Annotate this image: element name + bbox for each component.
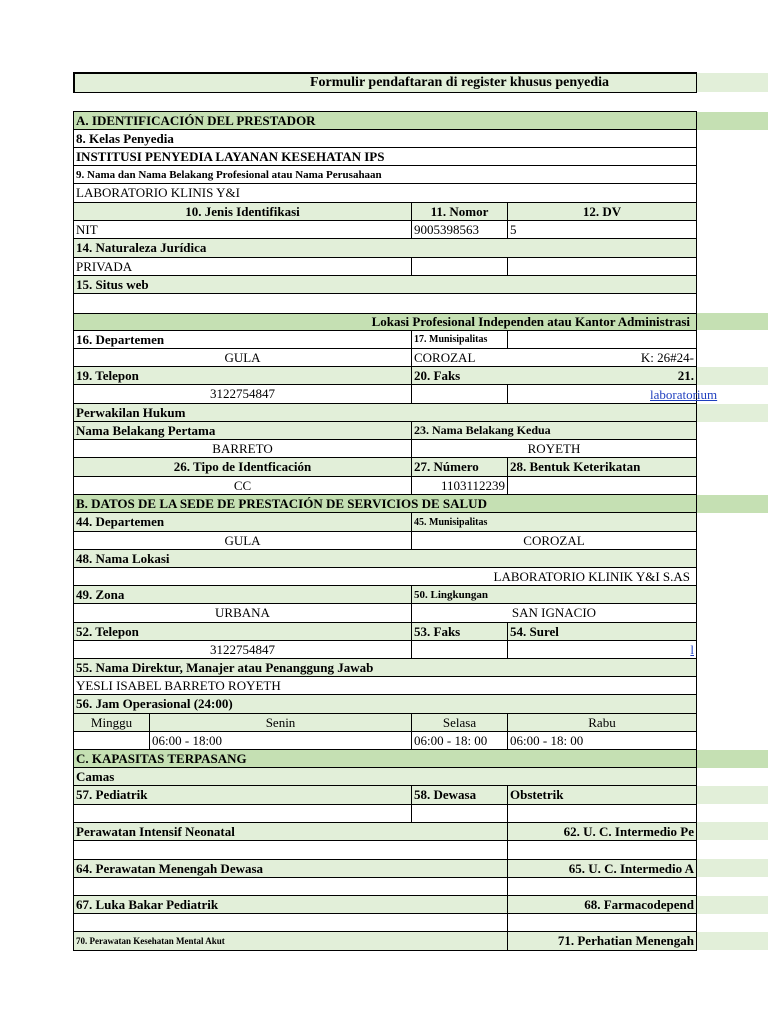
day-minggu: Minggu <box>90 714 133 730</box>
nama-value: LABORATORIO KLINIS Y&I <box>76 185 240 200</box>
telepon-value-row <box>73 385 697 404</box>
email-value[interactable]: laboratorium <box>650 387 718 402</box>
b-faks-label: 53. Faks <box>411 623 507 640</box>
edge-stripe <box>697 786 768 804</box>
numero-value: 1103112239 <box>411 477 507 494</box>
b-telepon-value-row <box>73 641 697 659</box>
perhatian-label: 71. Perhatian Menengah <box>507 932 696 950</box>
camas-value-row <box>73 805 697 823</box>
edge-stripe <box>697 822 768 840</box>
pediatrik-label: 57. Pediatrik <box>76 787 148 802</box>
form-title: Formulir pendaftaran di register khusus penyedia <box>309 75 610 90</box>
situs-value-row <box>73 294 697 313</box>
faks-value-empty <box>411 385 507 403</box>
luka-bakar-value-empty <box>74 914 507 931</box>
naturaleza-value-row <box>73 258 697 276</box>
edge-stripe <box>697 896 768 914</box>
dewasa-label: 58. Dewasa <box>411 786 507 804</box>
surel-label: 54. Surel <box>507 623 696 640</box>
direktur-value-row <box>73 677 697 695</box>
edge-stripe <box>697 404 768 422</box>
kelas-value: INSTITUSI PENYEDIA LAYANAN KESEHATAN IPS <box>76 148 385 164</box>
nama-belakang1-value: BARRETO <box>212 440 273 456</box>
zona-label-row <box>73 586 697 604</box>
neonatal-value-row <box>73 841 697 860</box>
tipo-id-value: CC <box>233 477 252 493</box>
direktur-label: 55. Nama Direktur, Manajer atau Penanggung Jawab <box>76 659 374 675</box>
b-telepon-value: 3122754847 <box>210 641 275 657</box>
edge-stripe <box>697 750 768 768</box>
b-munisipalitas-value: COROZAL <box>411 532 696 549</box>
kelas-label-row <box>73 130 697 148</box>
kelas-value-row <box>73 148 697 166</box>
dv-label: 12. DV <box>507 203 696 220</box>
intermedio-a-value-empty <box>507 878 696 895</box>
nama-belakang1-label: Nama Belakang Pertama <box>76 422 216 438</box>
neonatal-value-empty <box>74 841 507 859</box>
menengah-label-row <box>73 860 697 878</box>
nama-lokasi-value-row <box>73 568 697 586</box>
days-row <box>73 714 697 732</box>
lingkungan-value: SAN IGNACIO <box>411 604 696 622</box>
section-b-heading: B. DATOS DE LA SEDE DE PRESTACIÓN DE SERVICIOS DE SALUD <box>76 495 487 511</box>
hours-senin: 06:00 - 18:00 <box>149 732 411 749</box>
neonatal-label-row <box>73 823 697 841</box>
telepon-label: 19. Telepon <box>76 367 139 383</box>
b-departemen-value-row <box>73 532 697 550</box>
nama-belakang-label-row <box>73 422 697 440</box>
departemen-value-row <box>73 349 697 367</box>
farmaco-value-empty <box>507 914 696 931</box>
munisipalitas-label: 17. Munisipalitas <box>411 331 507 348</box>
b-departemen-label: 44. Departemen <box>76 514 165 529</box>
section-b-heading-row <box>73 495 697 513</box>
edge-stripe <box>697 73 768 92</box>
camas-header-row <box>73 786 697 805</box>
perwakilan-heading: Perwakilan Hukum <box>76 404 186 420</box>
nama-label: 9. Nama dan Nama Belakang Profesional atau Nama Perusahaan <box>76 168 382 181</box>
day-senin: Senin <box>149 714 411 731</box>
hours-minggu <box>74 732 149 749</box>
email-label-overflow <box>697 367 701 385</box>
nama-belakang2-value: ROYETH <box>411 440 696 457</box>
perwakilan-heading-row <box>73 404 697 422</box>
nama-lokasi-value: LABORATORIO KLINIK Y&I S.AS <box>493 568 690 584</box>
b-telepon-label-row <box>73 623 697 641</box>
hours-selasa: 06:00 - 18: 00 <box>411 732 507 749</box>
zona-label: 49. Zona <box>76 586 125 602</box>
email-label: 21. <box>677 367 694 383</box>
b-departemen-value: GULA <box>224 532 261 548</box>
nomor-label: 11. Nomor <box>411 203 507 220</box>
section-c-heading: C. KAPASITAS TERPASANG <box>76 750 247 766</box>
bentuk-label: 28. Bentuk Keterikatan <box>507 458 696 476</box>
nama-label-row <box>73 166 697 184</box>
luka-bakar-label-row <box>73 896 697 914</box>
faks-label: 20. Faks <box>411 367 507 384</box>
farmaco-label: 68. Farmacodepend <box>507 896 696 913</box>
zona-value: URBANA <box>215 605 270 620</box>
luka-bakar-value-row <box>73 914 697 932</box>
bentuk-value-empty <box>507 477 696 494</box>
numero-label: 27. Número <box>411 458 507 476</box>
jenis-id-label: 10. Jenis Identifikasi <box>185 203 300 219</box>
nama-lokasi-label: 48. Nama Lokasi <box>76 550 170 566</box>
edge-stripe <box>697 932 768 950</box>
nama-belakang-value-row <box>73 440 697 458</box>
alamat-value: K: 26#24- <box>640 349 694 365</box>
departemen-value: GULA <box>224 349 261 365</box>
intermedio-pe-label: 62. U. C. Intermedio Pe <box>507 823 696 840</box>
day-rabu: Rabu <box>507 714 696 731</box>
lingkungan-label: 50. Lingkungan <box>411 586 696 603</box>
nama-value-row <box>73 184 697 203</box>
b-departemen-label-row <box>73 513 697 532</box>
day-selasa: Selasa <box>411 714 507 731</box>
neonatal-label: Perawatan Intensif Neonatal <box>76 823 235 839</box>
edge-stripe <box>697 495 768 513</box>
departemen-label: 16. Departemen <box>76 331 165 347</box>
camas-label: Camas <box>76 768 115 784</box>
menengah-dewasa-label: 64. Perawatan Menengah Dewasa <box>76 860 264 876</box>
jam-label-row <box>73 695 697 714</box>
pediatrik-value-empty <box>74 805 411 822</box>
id-header-row <box>73 203 697 221</box>
jenis-id-value: NIT <box>76 221 98 237</box>
tipo-id-label: 26. Tipo de Identficación <box>173 459 312 474</box>
obstetrik-label: Obstetrik <box>507 786 696 804</box>
lokasi-heading: Lokasi Profesional Independen atau Kantor Administrasi <box>371 314 690 329</box>
departemen-label-row <box>73 331 697 349</box>
mental-label-row <box>73 932 697 951</box>
hours-row <box>73 732 697 750</box>
menengah-value-empty <box>74 878 507 895</box>
zona-value-row <box>73 604 697 623</box>
section-a-heading: A. IDENTIFICACIÓN DEL PRESTADOR <box>76 112 316 128</box>
edge-stripe <box>697 313 768 330</box>
luka-bakar-label: 67. Luka Bakar Pediatrik <box>76 896 219 912</box>
munisipalitas-value: COROZAL <box>411 349 507 366</box>
b-munisipalitas-label: 45. Munisipalitas <box>411 513 696 531</box>
intermedio-pe-value-empty <box>507 841 696 859</box>
hours-rabu: 06:00 - 18: 00 <box>507 732 696 749</box>
intermedio-a-label: 65. U. C. Intermedio A <box>507 860 696 877</box>
nomor-value: 9005398563 <box>411 221 507 238</box>
tipo-id-value-row <box>73 477 697 495</box>
direktur-value: YESLI ISABEL BARRETO ROYETH <box>76 677 281 693</box>
naturaleza-label: 14. Naturaleza Jurídica <box>76 240 207 255</box>
form-title-row <box>73 72 697 93</box>
naturaleza-label-row <box>73 239 697 258</box>
edge-stripe <box>697 859 768 877</box>
dewasa-value-empty <box>411 805 507 822</box>
surel-link[interactable]: l <box>690 641 694 657</box>
direktur-label-row <box>73 659 697 677</box>
edge-stripe <box>697 367 768 385</box>
id-value-row <box>73 221 697 239</box>
dv-value: 5 <box>507 221 696 238</box>
obstetrik-value-empty <box>507 805 696 822</box>
lokasi-heading-row <box>73 313 697 331</box>
b-telepon-label: 52. Telepon <box>76 623 139 639</box>
b-faks-value-empty <box>411 641 507 658</box>
nama-lokasi-label-row <box>73 550 697 568</box>
telepon-value: 3122754847 <box>210 386 275 401</box>
naturaleza-empty-1 <box>411 258 507 275</box>
kelas-label: 8. Kelas Penyedia <box>76 130 174 146</box>
jam-label: 56. Jam Operasional (24:00) <box>76 696 233 711</box>
situs-label-row <box>73 276 697 294</box>
surel-value[interactable] <box>507 641 696 658</box>
naturaleza-value: PRIVADA <box>76 258 133 274</box>
edge-stripe <box>697 112 768 130</box>
mental-label: 70. Perawatan Kesehatan Mental Akut <box>76 936 225 946</box>
tipo-id-label-row <box>73 458 697 477</box>
telepon-label-row <box>73 367 697 385</box>
alamat-label-empty <box>507 331 696 348</box>
menengah-value-row <box>73 878 697 896</box>
camas-row <box>73 768 697 786</box>
situs-label: 15. Situs web <box>76 276 149 292</box>
nama-belakang2-label: 23. Nama Belakang Kedua <box>411 422 696 439</box>
naturaleza-empty-2 <box>507 258 696 275</box>
section-a-heading-row <box>73 111 697 130</box>
section-c-heading-row <box>73 750 697 768</box>
